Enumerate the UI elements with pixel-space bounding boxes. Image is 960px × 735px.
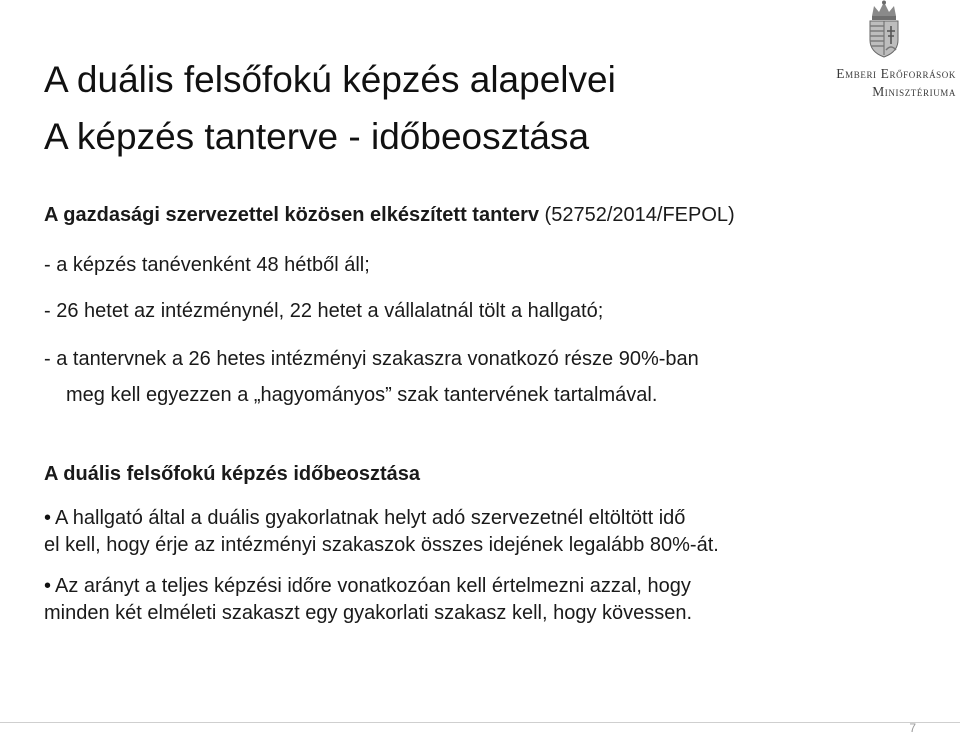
section1-heading-bold: A gazdasági szervezettel közösen elkészített tanterv <box>44 204 539 226</box>
section1-heading <box>44 202 735 228</box>
section2-heading: A duális felsőfokú képzés időbeosztása <box>44 463 421 485</box>
bullet2-line1: Az arányt a teljes képzési időre vonatkozóan kell értelmezni azzal, hogy <box>55 575 691 597</box>
ministry-logo <box>808 0 960 105</box>
page-number: 7 <box>909 721 916 735</box>
bullet1-line1: A hallgató által a duális gyakorlatnak helyt adó szervezetnél eltöltött idő <box>55 507 686 529</box>
slide-title: A duális felsőfokú képzés alapelvei <box>44 59 616 100</box>
footer-divider <box>0 722 960 723</box>
bullet-icon: • <box>44 575 52 597</box>
slide-subtitle: A képzés tanterve - időbeosztása <box>44 116 590 157</box>
list-item: - a tantervnek a 26 hetes intézményi szakaszra vonatkozó része 90%-ban <box>44 348 699 370</box>
list-item: - a képzés tanévenként 48 hétből áll; <box>44 254 370 276</box>
bullet-icon: • <box>44 507 52 529</box>
hungarian-coat-of-arms-icon <box>862 0 906 58</box>
section1-heading-code: (52752/2014/FEPOL) <box>539 204 735 226</box>
ministry-name-line1: Emberi Erőforrások <box>836 66 956 81</box>
bullet1-line2: el kell, hogy érje az intézményi szakaszok összes idejének legalább 80%-át. <box>44 534 719 556</box>
ministry-name-line2: Minisztériuma <box>872 84 956 99</box>
bullet2-line2: minden két elméleti szakaszt egy gyakorlati szakasz kell, hogy kövessen. <box>44 602 693 624</box>
list-item-continuation: meg kell egyezzen a „hagyományos” szak tantervének tartalmával. <box>66 384 658 406</box>
list-item: - 26 hetet az intézménynél, 22 hetet a vállalatnál tölt a hallgató; <box>44 300 604 322</box>
